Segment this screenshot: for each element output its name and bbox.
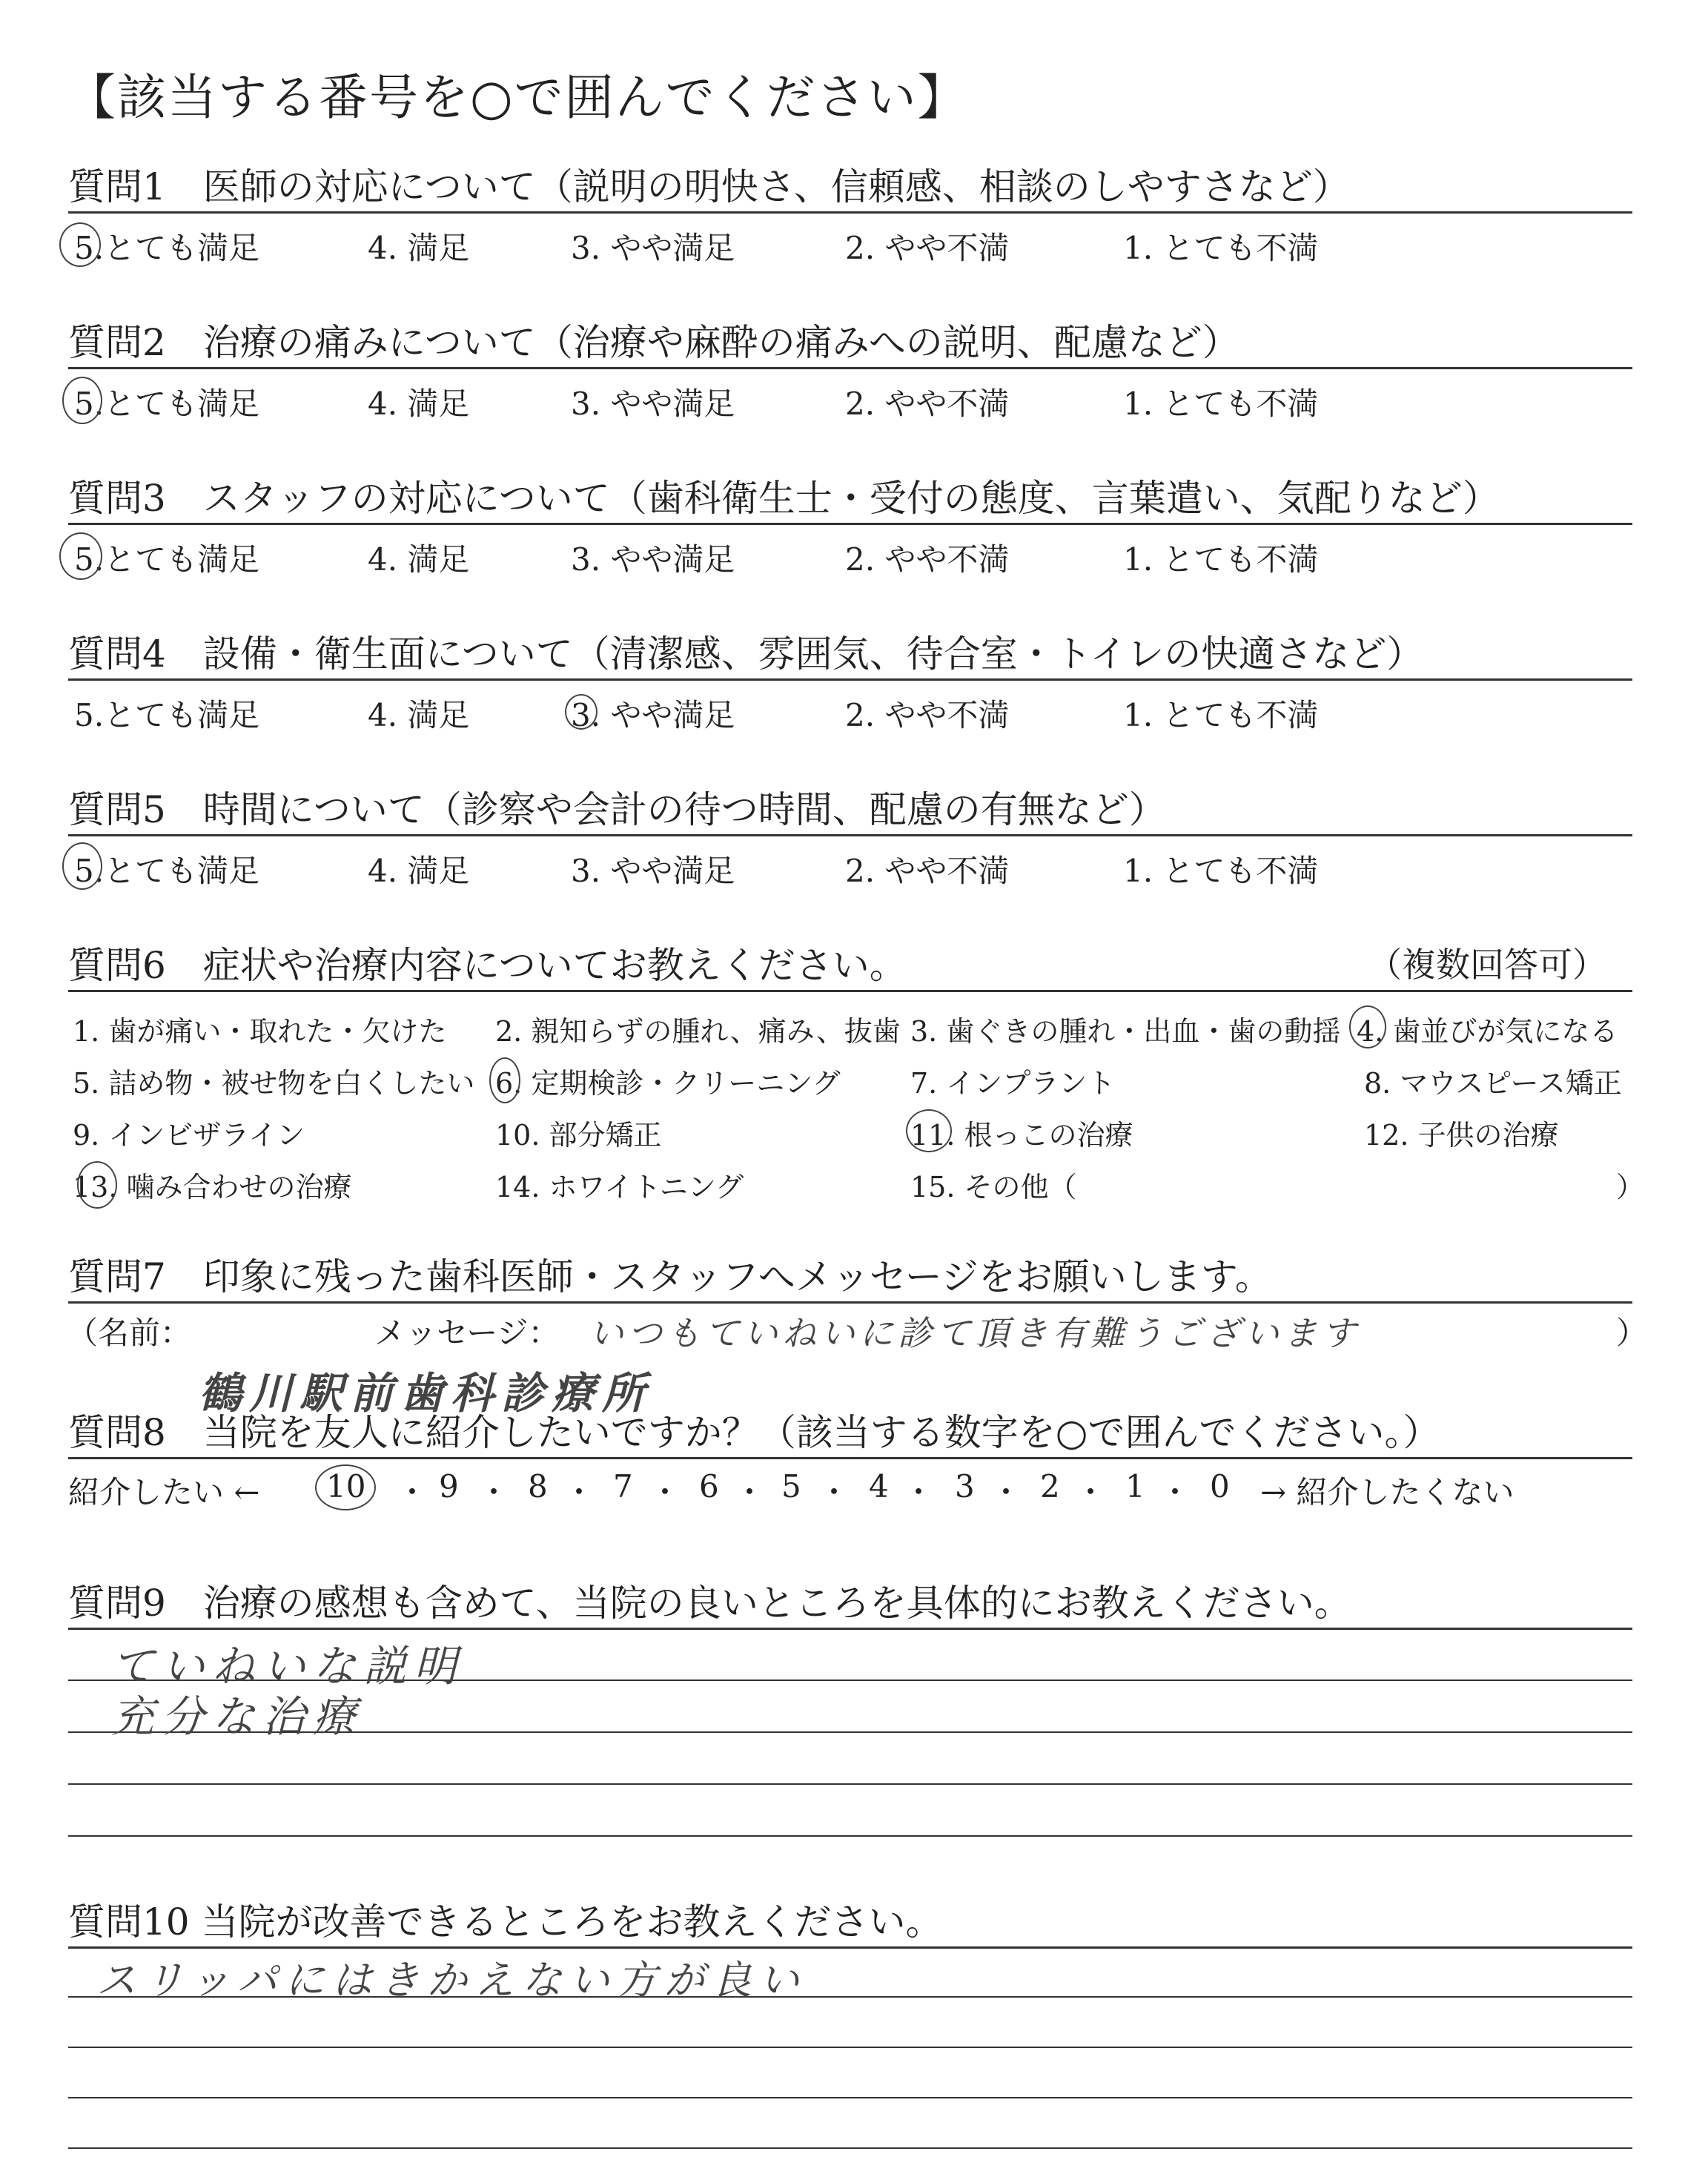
selection-circle (906, 1109, 952, 1152)
q3-option-3[interactable]: 3. やや満足 (571, 541, 735, 578)
recommend-scale-9[interactable]: 9 (439, 1468, 459, 1505)
recommend-scale-10[interactable]: 10 (326, 1468, 366, 1505)
q6-option-8[interactable]: 8. マウスピース矯正 (1364, 1067, 1622, 1100)
divider (68, 834, 1632, 836)
q2-option-5[interactable]: 5.とても満足 (74, 386, 260, 422)
recommend-scale-4[interactable]: 4 (869, 1468, 889, 1505)
question-1-heading: 質問1 医師の対応について（説明の明快さ、信頼感、相談のしやすさなど） (68, 165, 1350, 208)
scale-dot: ・ (1159, 1474, 1191, 1510)
q2-option-3[interactable]: 3. やや満足 (571, 386, 735, 422)
recommend-scale-5[interactable]: 5 (781, 1468, 801, 1505)
question-8-heading: 質問8 当院を友人に紹介したいですか？（該当する数字を○で囲んでください。） (68, 1411, 1440, 1454)
selection-circle (62, 842, 102, 890)
q1-option-4[interactable]: 4. 満足 (368, 230, 470, 266)
q5-option-4[interactable]: 4. 満足 (368, 853, 470, 889)
selection-circle (565, 694, 598, 730)
question-10-heading: 質問10 当院が改善できるところをお教えください。 (68, 1900, 943, 1943)
scale-dot: ・ (478, 1474, 510, 1510)
divider (68, 1457, 1632, 1459)
question-4-heading: 質問4 設備・衛生面について（清潔感、雰囲気、待合室・トイレの快適さなど） (68, 633, 1424, 676)
q10-handwritten-line-1[interactable]: スリッパにはきかえない方が良い (96, 1957, 807, 2004)
name-label: （名前： (67, 1315, 192, 1351)
answer-line (68, 2147, 1632, 2149)
q6-option-3[interactable]: 3. 歯ぐきの腫れ・出血・歯の動揺 (910, 1015, 1341, 1048)
q6-option-10[interactable]: 10. 部分矯正 (495, 1119, 662, 1152)
question-3-heading: 質問3 スタッフの対応について（歯科衛生士・受付の態度、言葉遣い、気配りなど） (68, 477, 1500, 520)
q4-option-2[interactable]: 2. やや不満 (845, 697, 1010, 733)
q1-option-2[interactable]: 2. やや不満 (845, 230, 1010, 266)
scale-dot: ・ (397, 1474, 428, 1510)
scale-dot: ・ (563, 1474, 595, 1510)
q6-option-13[interactable]: 13. 噛み合わせの治療 (73, 1171, 352, 1203)
q9-handwritten-line-1[interactable]: ていねいな説明 (111, 1641, 465, 1691)
message-close-paren: ） (1616, 1315, 1648, 1351)
q6-option-2[interactable]: 2. 親知らずの腫れ、痛み、抜歯 (495, 1015, 901, 1048)
divider (68, 523, 1632, 525)
scale-dot: ・ (1075, 1474, 1107, 1510)
question-6-heading: 質問6 症状や治療内容についてお教えください。 (68, 944, 907, 987)
recommend-scale-3[interactable]: 3 (955, 1468, 975, 1505)
q3-option-4[interactable]: 4. 満足 (368, 541, 470, 578)
q5-option-3[interactable]: 3. やや満足 (571, 853, 735, 889)
selection-circle (315, 1464, 376, 1510)
q3-option-2[interactable]: 2. やや不満 (845, 541, 1010, 578)
handwritten-message[interactable]: いつもていねいに診て頂き有難うございます (589, 1313, 1360, 1353)
question-7-heading: 質問7 印象に残った歯科医師・スタッフへメッセージをお願いします。 (68, 1255, 1272, 1298)
q4-option-5[interactable]: 5.とても満足 (74, 697, 260, 733)
recommend-scale-8[interactable]: 8 (528, 1468, 548, 1505)
q5-option-2[interactable]: 2. やや不満 (845, 853, 1010, 889)
recommend-left-label: 紹介したい ← (68, 1474, 260, 1510)
scale-dot: ・ (990, 1474, 1022, 1510)
answer-line (68, 2047, 1632, 2048)
q6-option-9[interactable]: 9. インビザライン (73, 1119, 305, 1152)
q1-option-3[interactable]: 3. やや満足 (571, 230, 735, 266)
selection-circle (1349, 1005, 1386, 1048)
answer-line (68, 1835, 1632, 1837)
handwritten-name[interactable]: 鶴川駅前歯科診療所 (199, 1368, 653, 1418)
q3-option-5[interactable]: 5.とても満足 (74, 541, 260, 578)
message-label: メッセージ： (374, 1315, 560, 1351)
recommend-scale-6[interactable]: 6 (699, 1468, 719, 1505)
selection-circle (62, 377, 102, 424)
scale-dot: ・ (818, 1474, 850, 1510)
q5-option-5[interactable]: 5.とても満足 (74, 853, 260, 889)
divider (68, 678, 1632, 681)
selection-circle (59, 222, 101, 267)
q2-option-1[interactable]: 1. とても不満 (1123, 386, 1319, 422)
q5-option-1[interactable]: 1. とても不満 (1123, 853, 1319, 889)
divider (68, 367, 1632, 369)
q6-option-11[interactable]: 11. 根っこの治療 (910, 1119, 1133, 1152)
question-9-heading: 質問9 治療の感想も含めて、当院の良いところを具体的にお教えください。 (68, 1582, 1351, 1625)
q9-handwritten-line-2[interactable]: 充分な治療 (111, 1691, 364, 1742)
divider (68, 211, 1632, 214)
divider (68, 1301, 1632, 1304)
divider (68, 990, 1632, 992)
q6-option-12[interactable]: 12. 子供の治療 (1364, 1119, 1559, 1152)
q6-option-6[interactable]: 6. 定期検診・クリーニング (495, 1067, 841, 1100)
page-title: 【該当する番号を○で囲んでください】 (67, 69, 968, 126)
q4-option-1[interactable]: 1. とても不満 (1123, 697, 1319, 733)
q6-option-14[interactable]: 14. ホワイトニング (495, 1171, 744, 1203)
answer-line (68, 1783, 1632, 1785)
q6-other-close-paren: ） (1616, 1171, 1645, 1203)
scale-dot: ・ (649, 1474, 681, 1510)
question-2-heading: 質問2 治療の痛みについて（治療や麻酔の痛みへの説明、配慮など） (68, 321, 1239, 364)
q6-option-1[interactable]: 1. 歯が痛い・取れた・欠けた (73, 1015, 447, 1048)
q6-option-7[interactable]: 7. インプラント (910, 1067, 1116, 1100)
selection-circle (489, 1057, 520, 1103)
q6-option-5[interactable]: 5. 詰め物・被せ物を白くしたい (73, 1067, 475, 1100)
q4-option-3[interactable]: 3. やや満足 (571, 697, 735, 733)
q3-option-1[interactable]: 1. とても不満 (1123, 541, 1319, 578)
q4-option-4[interactable]: 4. 満足 (368, 697, 470, 733)
q1-option-1[interactable]: 1. とても不満 (1123, 230, 1319, 266)
scale-dot: ・ (734, 1474, 766, 1510)
recommend-scale-1[interactable]: 1 (1125, 1468, 1145, 1505)
q2-option-2[interactable]: 2. やや不満 (845, 386, 1010, 422)
recommend-scale-7[interactable]: 7 (613, 1468, 633, 1505)
q1-option-5[interactable]: 5.とても満足 (74, 230, 260, 266)
answer-line (68, 2097, 1632, 2098)
recommend-scale-0[interactable]: 0 (1210, 1468, 1230, 1505)
q2-option-4[interactable]: 4. 満足 (368, 386, 470, 422)
multiple-answer-note: （複数回答可） (1368, 945, 1606, 985)
recommend-right-label: → 紹介したくない (1260, 1474, 1515, 1510)
answer-line (68, 1628, 1632, 1630)
q6-option-15[interactable]: 15. その他（ (910, 1171, 1077, 1203)
selection-circle (77, 1161, 117, 1209)
question-5-heading: 質問5 時間について（診察や会計の待つ時間、配慮の有無など） (68, 788, 1166, 831)
q6-option-4[interactable]: 4. 歯並びが気になる (1357, 1015, 1618, 1048)
recommend-scale-2[interactable]: 2 (1040, 1468, 1060, 1505)
scale-dot: ・ (903, 1474, 935, 1510)
selection-circle (59, 532, 102, 580)
